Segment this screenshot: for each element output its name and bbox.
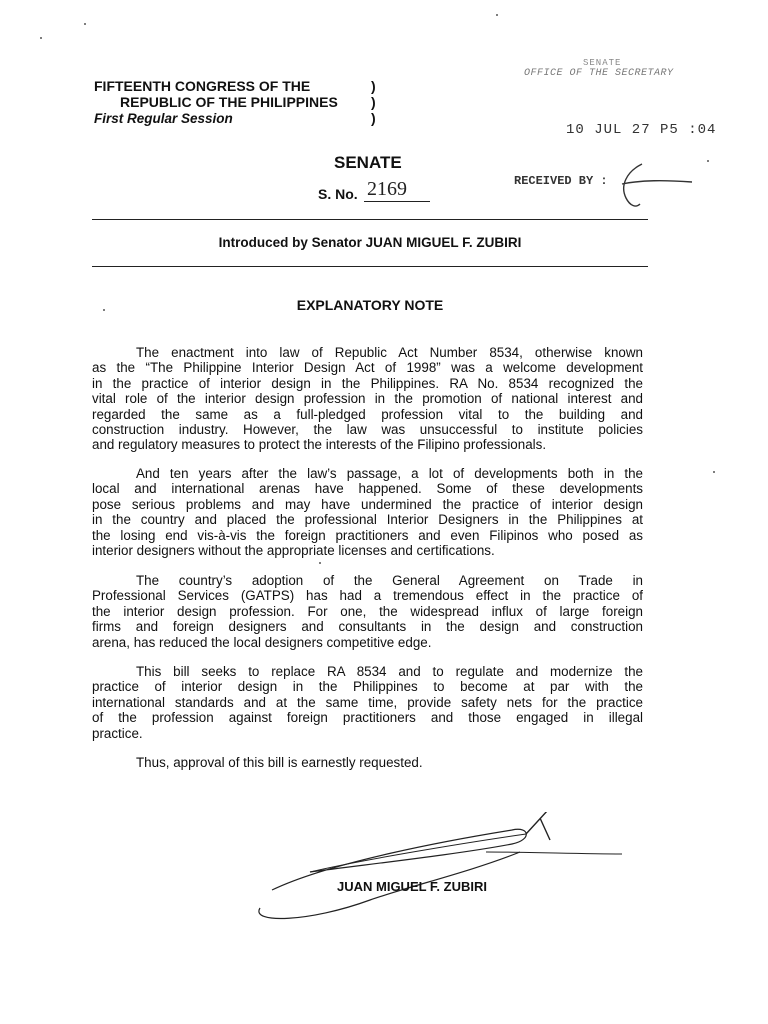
republic-heading: REPUBLIC OF THE PHILIPPINES [120,94,338,110]
stamp-initials [612,158,702,218]
p1-line-6: construction industry. However, the law was unsuccessful to institute policies [92,422,643,438]
scan-speck [103,309,105,311]
p1-line-2: as the “The Philippine Interior Design Act of 1998” was a welcome development [92,360,643,376]
bracket-1: ) [371,78,376,94]
bracket-2: ) [371,94,376,110]
senate-heading: SENATE [334,153,402,172]
p1-line-4: vital role of the interior design profession in the promotion of national interest and [92,391,643,407]
p2-line-1: And ten years after the law’s passage, a lot of developments both in the [136,466,643,481]
scan-speck [713,471,715,473]
paragraph-3 [92,573,643,650]
scan-speck [40,37,42,39]
p3-line-1: The country’s adoption of the General Agreement on Trade in [136,573,643,588]
p3-line-4: firms and foreign designers and consultants in the design and construction [92,619,643,635]
bracket-3: ) [371,110,376,126]
p3-line-2: Professional Services (GATPS) has had a tremendous effect in the practice of [92,588,643,604]
session-heading: First Regular Session [94,111,233,126]
p1-line-3: in the practice of interior design in the Philippines. RA No. 8534 recognized the [92,375,643,391]
paragraph-4 [92,664,643,741]
congress-heading: FIFTEENTH CONGRESS OF THE [94,78,311,94]
top-divider [92,219,648,220]
stamp-datetime: 10 JUL 27 P5 :04 [566,122,717,138]
p1-line-5: regarded the same as a full-pledged profession vital to the building and [92,406,643,422]
p3-line-3: the interior design profession. For one, the widespread influx of large foreign [92,603,643,619]
p4-line-1: This bill seeks to replace RA 8534 and to regulate and modernize the [136,664,643,679]
p4-line-3: international standards and at the same time, provide safety nets for the practice [92,694,643,710]
p3-line-5: arena, has reduced the local designers competitive edge. [92,634,432,650]
paragraph-2 [92,466,643,558]
scan-speck [707,160,709,162]
stamp-office: OFFICE OF THE SECRETARY [524,68,674,79]
p4-line-5: practice. [92,725,143,741]
p1-line-1: The enactment into law of Republic Act Number 8534, otherwise known [136,345,643,360]
paragraph-5 [92,755,643,770]
p2-line-4: in the country and placed the professional Interior Designers in the Philippines at [92,512,643,528]
p4-line-2: practice of interior design in the Philippines to become at par with the [92,679,643,695]
p4-line-4: of the profession against foreign practitioners and those engaged in illegal [92,710,643,726]
scan-speck [84,23,86,25]
stamp-senate: SENATE [583,58,622,68]
signatory-name: JUAN MIGUEL F. ZUBIRI [337,879,487,894]
explanatory-note-title: EXPLANATORY NOTE [296,297,444,313]
paragraph-1 [92,345,643,453]
p2-line-6: interior designers without the appropriate licenses and certifications. [92,543,495,559]
p2-line-5: the losing end vis-à-vis the foreign practitioners and even Filipinos who posed as [92,527,643,543]
bill-number-label: S. No. [318,186,358,202]
introduced-by: Introduced by Senator JUAN MIGUEL F. ZUBIRI [218,235,522,250]
signature [250,812,630,932]
p5-line-1: Thus, approval of this bill is earnestly requested. [136,755,423,770]
bill-number: 2169 [367,178,407,200]
p2-line-3: pose serious problems and may have undermined the practice of interior design [92,496,643,512]
scan-speck [496,14,498,16]
scan-speck [319,562,321,564]
p2-line-2: local and international arenas have happened. Some of these developments [92,481,643,497]
bottom-divider [92,266,648,267]
bill-number-underline [364,201,430,202]
stamp-received: RECEIVED BY : [514,174,608,188]
p1-line-7: and regulatory measures to protect the interests of the Filipino professionals. [92,437,547,453]
